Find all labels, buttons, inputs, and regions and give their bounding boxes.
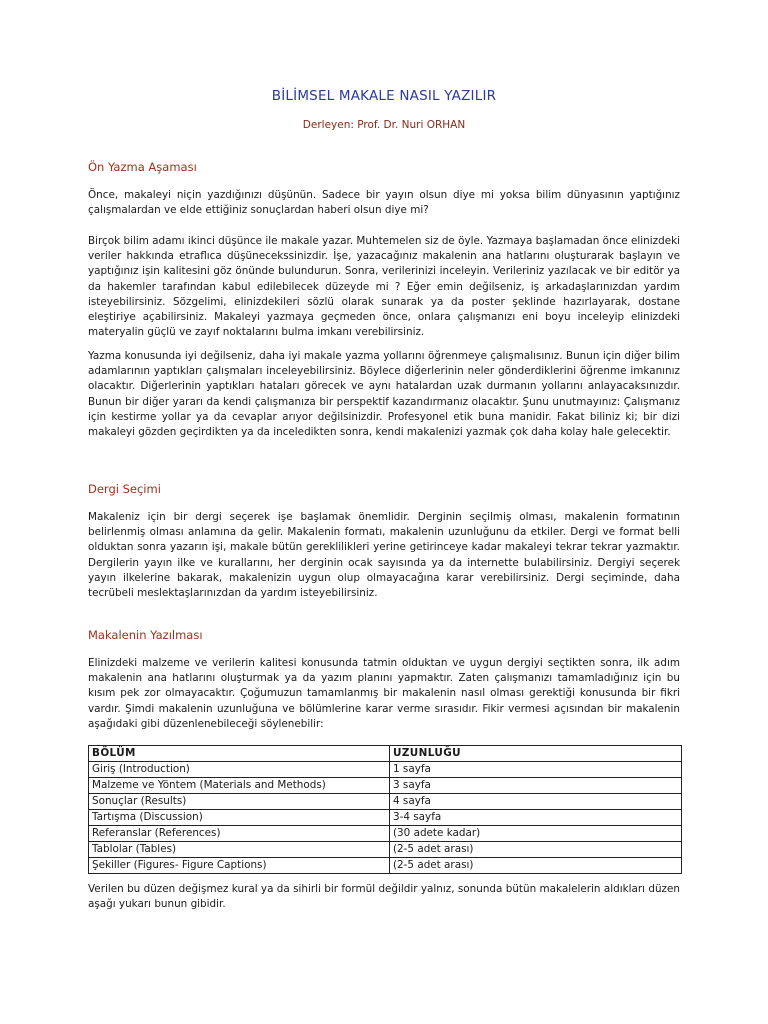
section-heading-journal-selection: Dergi Seçimi — [88, 482, 161, 496]
table-cell-section: Sonuçlar (Results) — [89, 794, 390, 810]
column-header-length: UZUNLUĞU — [390, 746, 682, 762]
table-cell-length: (2-5 adet arası) — [390, 858, 682, 874]
paragraph: Elinizdeki malzeme ve verilerin kalitesi konusunda tatmin olduktan ve uygun dergiyi seçtikten sonra, ilk adım makalenin ana hatlarını oluşturmak ya da yazım planını yapmaktır. Zaten çalışmanızı tamamladığınız için bu kısım pek zor olmayacaktır. Çoğumuzun tamamlanmış bir makalenin nasıl olması gerektiği konusunda bir fikri vardır. Şimdi makalenin uzunluğuna ve bölümlerine karar verme sırasıdır. Fikir vermesi açısından bir makalenin aşağıdaki gibi düzenlenebileceği söylenebilir: — [88, 657, 680, 730]
table-cell-section: Malzeme ve Yöntem (Materials and Methods) — [89, 778, 390, 794]
table-cell-length: 3 sayfa — [390, 778, 682, 794]
table-row — [89, 762, 682, 778]
author-line: Derleyen: Prof. Dr. Nuri ORHAN — [302, 119, 466, 131]
paragraph: Makaleniz için bir dergi seçerek işe başlamak önemlidir. Derginin seçilmiş olması, makalenin formatının belirlenmiş olması anlamına da gelir. Makalenin formatı, makalenin uzunluğunu da etkiler. Dergi ve format belli olduktan sonra yazarın işi, makale bütün gereklilikleri yerine getirinceye kadar makaleyi tekrar tekrar yazmaktır. Dergilerin yayın ilke ve kurallarını, her derginin ocak sayısında ya da internette bulabilirsiniz. Dergiyi seçerek yayın ilkelerine bakarak, makalenizin uygun olup olmayacağına karar verebilirsiniz. Dergi seçiminde, daha tecrübeli meslektaşlarınızdan da yardım isteyebilirsiniz. — [88, 511, 680, 600]
closing-paragraph: Verilen bu düzen değişmez kural ya da sihirli bir formül değildir yalnız, sonunda bütün makalelerin aldıkları düzen aşağı yukarı bunun gibidir. — [88, 883, 680, 911]
table-cell-section: Tablolar (Tables) — [89, 842, 390, 858]
table-row — [89, 826, 682, 842]
table-cell-length: 1 sayfa — [390, 762, 682, 778]
table-header-row — [89, 746, 682, 762]
table-cell-length: 4 sayfa — [390, 794, 682, 810]
section-heading-pre-writing: Ön Yazma Aşaması — [88, 160, 197, 174]
section-heading-writing: Makalenin Yazılması — [88, 628, 203, 642]
table-cell-section: Tartışma (Discussion) — [89, 810, 390, 826]
table-cell-length: 3-4 sayfa — [390, 810, 682, 826]
table-row — [89, 858, 682, 874]
document-title: BİLİMSEL MAKALE NASIL YAZILIR — [271, 88, 497, 104]
table-row — [89, 794, 682, 810]
table-row — [89, 810, 682, 826]
table-row — [89, 778, 682, 794]
paragraph: Birçok bilim adamı ikinci düşünce ile makale yazar. Muhtemelen siz de öyle. Yazmaya başlamadan önce elinizdeki veriler hakkında etraflıca düşünecekssinizdir. İşe, yazacağınız makalenin ana hatlarını oluşturarak başlayın ve yaptığınız işin kalitesini göz önünde bulundurun. Sonra, verilerinizi inceleyin. Verileriniz yazılacak ve bir editör ya da hakemler tarafından kabul edilebilecek düzeyde mi ? Eğer emin değilseniz, iş arkadaşlarınızdan yardım isteyebilirsiniz. Sözgelimi, elinizdekileri sözlü olarak sunarak ya da poster şeklinde hazırlayarak, dostane eleştiriye açabilirsiniz. Makaleyi yazmaya geçmeden önce, onlara çalışmanızı eni boyu inceleyip elinizdeki materyalin güçlü ve zayıf noktalarını bulma imkanı verebilirsiniz. — [88, 235, 680, 339]
table-row — [89, 842, 682, 858]
table-cell-section: Referanslar (References) — [89, 826, 390, 842]
table-cell-section: Giriş (Introduction) — [89, 762, 390, 778]
table-cell-length: (2-5 adet arası) — [390, 842, 682, 858]
column-header-section: BÖLÜM — [89, 746, 390, 762]
section-length-table — [88, 745, 682, 874]
table-cell-section: Şekiller (Figures- Figure Captions) — [89, 858, 390, 874]
paragraph: Yazma konusunda iyi değilseniz, daha iyi makale yazma yollarını öğrenmeye çalışmalısınız. Bunun için diğer bilim adamlarının yaptıkları çalışmaları inceleyebilirsiniz. Böylece diğerlerinin neler gönderdiklerini öğrenme imkanınız olacaktır. Diğerlerinin yaptıkları hataları görecek ve aynı hatalardan uzak durmanın yollarını anlayacaksınızdır. Bunun bir diğer yararı da kendi çalışmanıza bir perspektif kazandırmanız olacaktır. Şunu unutmayınız: Çalışmanız için kestirme yollar ya da cevaplar arıyor değilsinizdir. Profesyonel etik buna manidir. Fakat biliniz ki; bir dizi makaleyi gözden geçirdikten ya da inceledikten sonra, kendi makalenizi yazmak çok daha kolay hale gelecektir. — [88, 350, 680, 439]
paragraph: Önce, makaleyi niçin yazdığınızı düşünün. Sadece bir yayın olsun diye mi yoksa bilim dünyasının yaptığınız çalışmalardan ve elde ettiğiniz sonuçlardan haberi olsun diye mi? — [88, 189, 680, 217]
table-cell-length: (30 adete kadar) — [390, 826, 682, 842]
